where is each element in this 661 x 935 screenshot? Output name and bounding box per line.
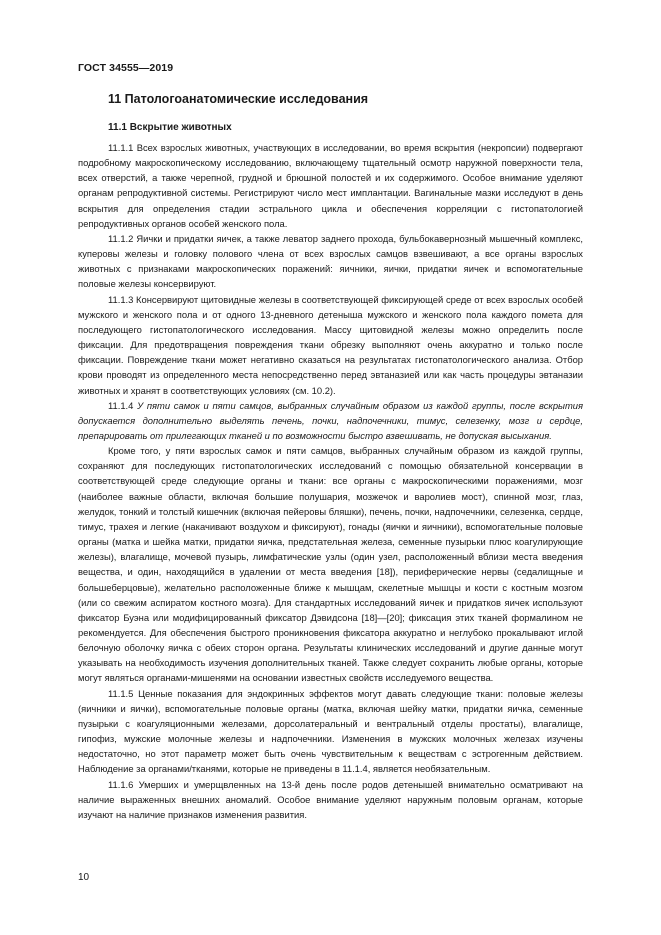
paragraph-tissue-list: Кроме того, у пяти взрослых самок и пяти самцов, выбранных случайным образом из каждой группы, сохраняют для последующих гистопатологических исследований с помощью обязательной консервации в соответствующей среде следующие органы и ткани: все органы с макроскопическими поражениями, мозг (наиболее важные области, включая большие полушария, мозжечок и варолиев мост), спинной мозг, глаз, желудок, тонкий и толстый кишечник (включая пейеровы бляшки), печень, почки, надпочечники, селезенка, сердце, тимус, трахея и легкие (накачивают воздухом и фиксируют), гонады (яички и яичники), вспомогательные половые органы (матка и шейка матки, придатки яичка, предстательная железа, семенные пузырьки плюс коагулирующие железы), влагалище, мочевой пузырь, лимфатические узлы (один узел, расположенный вблизи места введения вещества, и один, находящийся в удалении от места введения [18]), периферические нервы (седалищные и большеберцовые), желательно расположенные ближе к мышцам, скелетные мышцы и кости с костным мозгом (или со свежим аспиратом костного мозга). Для стандартных исследований яичек и придатков яичек используют фиксатор Буэна или модифицированный фиксатор Дэвидсона [18]—[20]; фиксация этих тканей формалином не рекомендуется. Для обеспечения быстрого проникновения фиксатора аккуратно и неглубоко прокалывают иглой белочную оболочку яичка с обеих сторон органа. Результаты клинических исследований и другие данные могут указывать на необходимость изучения дополнительных тканей. Также следует сохранить любые органы, которые могут являться органами-мишенями на основании известных свойств исследуемого вещества. (78, 445, 583, 684)
paragraph-number: 11.1.4 (108, 399, 138, 411)
paragraph-11-1-6: 11.1.6 Умерших и умерщвленных на 13-й день после родов детенышей внимательно осматривают на наличие выраженных внешних аномалий. Особое внимание уделяют наружным половым органам, которые изучают на наличие признаков изменения развития. (78, 778, 583, 820)
document-code: ГОСТ 34555—2019 (78, 62, 174, 74)
paragraph-11-1-3: 11.1.3 Консервируют щитовидные железы в соответствующей фиксирующей среде от всех взрослых особей мужского и женского пола и от одного 13-дневного детеныша мужского и женского пола каждого помета для последующего гистопатологического исследования. Массу щитовидной железы можно определить после фиксации. Для предотвращения повреждения ткани обрезку выполняют очень аккуратно и только после фиксации. Повреждение ткани может негативно сказаться на результатах гистопатологического анализа. Отбор крови проводят из определенного места непосредственно перед эвтаназией или как часть процедуры эвтаназии животных и хранят в соответствующих условиях (см. 10.2). (78, 293, 583, 396)
paragraph-11-1-2: 11.1.2 Яички и придатки яичек, а также леватор заднего прохода, бульбокавернозный мышечный комплекс, куперовы железы и головку полового члена от всех взрослых самцов взвешивают, а все органы взрослых животных с признаками макроскопических поражений: яичники, яички, придатки яичек и вспомогательные половые железы консервируют. (78, 232, 583, 290)
subsection-heading: 11.1 Вскрытие животных (108, 122, 232, 133)
section-heading: 11 Патологоанатомические исследования (108, 92, 369, 106)
paragraph-11-1-1: 11.1.1 Всех взрослых животных, участвующих в исследовании, во время вскрытия (некропсии) подвергают подробному макроскопическому исследованию, включающему тщательный осмотр наружной поверхности тела, всех отверстий, а также черепной, грудной и брюшной полостей и их содержимого. Особое внимание уделяют органам репродуктивной системы. Регистрируют число мест имплантации. Вагинальные мазки исследуют в день вскрытия для определения стадии эстрального цикла и обеспечения корреляции с гистопатологией репродуктивных органов особей женского пола. (78, 142, 583, 229)
body-text (78, 140, 583, 822)
paragraph-italic-text: У пяти самок и пяти самцов, выбранных случайным образом из каждой группы, после вскрытия допускается дополнительно выделять печень, почки, надпочечники, тимус, селезенку, мозг и сердце, препарировать от прилегающих тканей и по возможности быстро взвешивать, не допуская высыхания. (78, 399, 583, 441)
page-number: 10 (78, 872, 90, 883)
paragraph-11-1-4 (78, 398, 583, 443)
paragraph-11-1-5: 11.1.5 Ценные показания для эндокринных эффектов могут давать следующие ткани: половые железы (яичники и яички), вспомогательные половые органы (матка, включая шейку матки, придатки яичка, семенные пузырьки с коагуляционными железами, дорсолатеральный и вентральный отделы простаты), влагалище, гипофиз, мужские молочные железы и надпочечники. Изменения в мужских молочных железах изучены недостаточно, но этот параметр может быть очень чувствительным к веществам с эстрогенным действием. Наблюдение за органами/тканями, которые не приведены в 11.1.4, является необязательным. (78, 687, 583, 775)
